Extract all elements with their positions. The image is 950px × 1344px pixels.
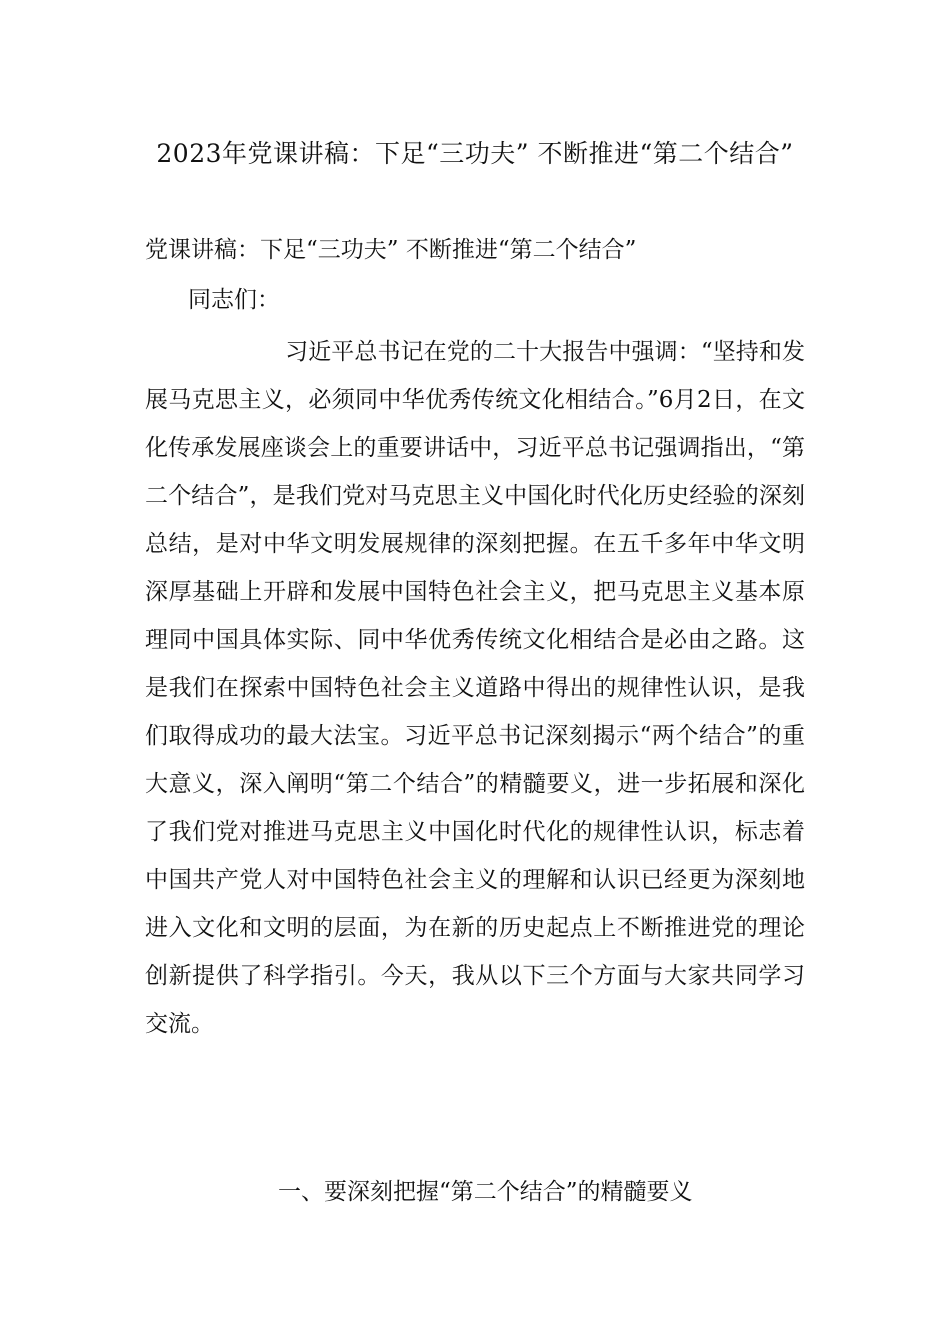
greeting: 同志们： <box>188 287 280 313</box>
document-subtitle: 党课讲稿：下足“三功夫” 不断推进“第二个结合” <box>145 237 637 263</box>
body-paragraph <box>145 328 805 1048</box>
section-heading-1: 一、要深刻把握“第二个结合”的精髓要义 <box>278 1179 693 1205</box>
document-title: 2023年党课讲稿：下足“三功夫” 不断推进“第二个结合” <box>156 139 794 168</box>
body-paragraph-text: 习近平总书记在党的二十大报告中强调：“坚持和发展马克思主义，必须同中华优秀传统文化相结合。”6月2日，在文化传承发展座谈会上的重要讲话中，习近平总书记强调指出，“第二个结合”，是我们党对马克思主义中国化时代化历史经验的深刻总结，是对中华文明发展规律的深刻把握。在五千多年中华文明深厚基础上开辟和发展中国特色社会主义，把马克思主义基本原理同中国具体实际、同中华优秀传统文化相结合是必由之路。这是我们在探索中国特色社会主义道路中得出的规律性认识，是我们取得成功的最大法宝。习近平总书记深刻揭示“两个结合”的重大意义，深入阐明“第二个结合”的精髓要义，进一步拓展和深化了我们党对推进马克思主义中国化时代化的规律性认识，标志着中国共产党人对中国特色社会主义的理解和认识已经更为深刻地进入文化和文明的层面，为在新的历史起点上不断推进党的理论创新提供了科学指引。今天，我从以下三个方面与大家共同学习交流。 <box>145 339 805 1037</box>
